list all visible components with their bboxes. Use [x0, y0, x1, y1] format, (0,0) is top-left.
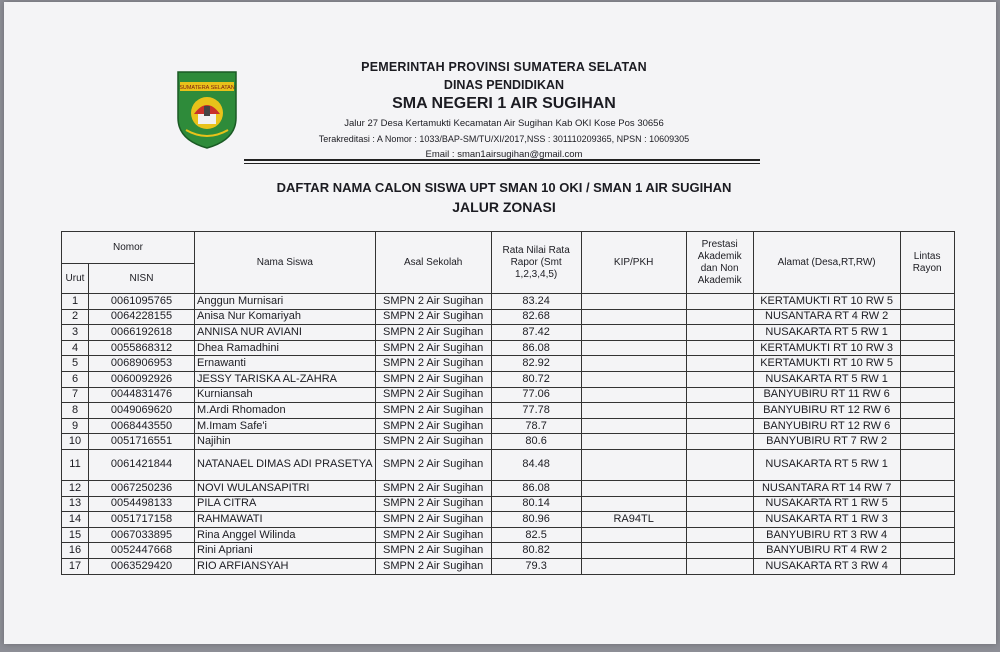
address-cell: BANYUBIRU RT 12 RW 6 — [753, 418, 900, 434]
header-nama: Nama Siswa — [195, 232, 376, 294]
header-urut: Urut — [62, 264, 89, 294]
achievement-cell — [686, 403, 753, 419]
name-cell: M.Imam Safe'i — [195, 418, 376, 434]
score-cell: 80.96 — [491, 512, 581, 528]
nisn-cell: 0068906953 — [89, 356, 195, 372]
table-row — [62, 543, 955, 559]
score-cell: 80.14 — [491, 496, 581, 512]
school-cell: SMPN 2 Air Sugihan — [375, 387, 491, 403]
name-cell: ANNISA NUR AVIANI — [195, 325, 376, 341]
name-cell: RIO ARFIANSYAH — [195, 558, 376, 574]
kip-cell — [581, 403, 686, 419]
letterhead — [254, 60, 754, 160]
name-cell: Ernawanti — [195, 356, 376, 372]
address-cell: BANYUBIRU RT 12 RW 6 — [753, 403, 900, 419]
address-cell: KERTAMUKTI RT 10 RW 5 — [753, 356, 900, 372]
score-cell: 80.82 — [491, 543, 581, 559]
nisn-cell: 0064228155 — [89, 309, 195, 325]
kip-cell — [581, 496, 686, 512]
urut-cell: 12 — [62, 480, 89, 496]
school-cell: SMPN 2 Air Sugihan — [375, 496, 491, 512]
kip-cell — [581, 325, 686, 341]
table-row — [62, 434, 955, 450]
rayon-cell — [900, 496, 954, 512]
table-row — [62, 449, 955, 480]
school-cell: SMPN 2 Air Sugihan — [375, 512, 491, 528]
kip-cell — [581, 449, 686, 480]
header-prestasi: Prestasi Akademik dan Non Akademik — [686, 232, 753, 294]
table-row — [62, 403, 955, 419]
achievement-cell — [686, 527, 753, 543]
urut-cell: 9 — [62, 418, 89, 434]
score-cell: 80.72 — [491, 371, 581, 387]
document-subtitle: JALUR ZONASI — [452, 199, 556, 215]
kip-cell: RA94TL — [581, 512, 686, 528]
kip-cell — [581, 371, 686, 387]
name-cell: NOVI WULANSAPITRI — [195, 480, 376, 496]
address-cell: NUSAKARTA RT 3 RW 4 — [753, 558, 900, 574]
score-cell: 82.92 — [491, 356, 581, 372]
table-row — [62, 512, 955, 528]
address-cell: KERTAMUKTI RT 10 RW 5 — [753, 294, 900, 310]
school-cell: SMPN 2 Air Sugihan — [375, 403, 491, 419]
address-cell: BANYUBIRU RT 4 RW 2 — [753, 543, 900, 559]
urut-cell: 1 — [62, 294, 89, 310]
nisn-cell: 0067250236 — [89, 480, 195, 496]
urut-cell: 17 — [62, 558, 89, 574]
school-cell: SMPN 2 Air Sugihan — [375, 543, 491, 559]
rayon-cell — [900, 558, 954, 574]
nisn-cell: 0051717158 — [89, 512, 195, 528]
nisn-cell: 0049069620 — [89, 403, 195, 419]
kip-cell — [581, 543, 686, 559]
rayon-cell — [900, 371, 954, 387]
score-cell: 77.06 — [491, 387, 581, 403]
rayon-cell — [900, 480, 954, 496]
score-cell: 80.6 — [491, 434, 581, 450]
school-cell: SMPN 2 Air Sugihan — [375, 527, 491, 543]
urut-cell: 10 — [62, 434, 89, 450]
address-cell: NUSAKARTA RT 1 RW 5 — [753, 496, 900, 512]
address-cell: NUSAKARTA RT 5 RW 1 — [753, 371, 900, 387]
rayon-cell — [900, 449, 954, 480]
name-cell: Dhea Ramadhini — [195, 340, 376, 356]
nisn-cell: 0061095765 — [89, 294, 195, 310]
urut-cell: 2 — [62, 309, 89, 325]
kip-cell — [581, 480, 686, 496]
urut-cell: 13 — [62, 496, 89, 512]
achievement-cell — [686, 558, 753, 574]
header-rata: Rata Nilai Rata Rapor (Smt 1,2,3,4,5) — [491, 232, 581, 294]
name-cell: Anggun Murnisari — [195, 294, 376, 310]
name-cell: JESSY TARISKA AL-ZAHRA — [195, 371, 376, 387]
nisn-cell: 0052447668 — [89, 543, 195, 559]
achievement-cell — [686, 512, 753, 528]
urut-cell: 4 — [62, 340, 89, 356]
letterhead-government: PEMERINTAH PROVINSI SUMATERA SELATAN — [361, 60, 647, 74]
score-cell: 82.68 — [491, 309, 581, 325]
rayon-cell — [900, 418, 954, 434]
urut-cell: 3 — [62, 325, 89, 341]
kip-cell — [581, 309, 686, 325]
name-cell: Anisa Nur Komariyah — [195, 309, 376, 325]
table-row — [62, 340, 955, 356]
address-cell: NUSAKARTA RT 1 RW 3 — [753, 512, 900, 528]
urut-cell: 14 — [62, 512, 89, 528]
nisn-cell: 0055868312 — [89, 340, 195, 356]
achievement-cell — [686, 496, 753, 512]
letterhead-department: DINAS PENDIDIKAN — [443, 78, 565, 92]
rayon-cell — [900, 434, 954, 450]
letterhead-accreditation: Terakreditasi : A Nomor : 1033/BAP-SM/TU/XI/2017,NSS : 301110209365, NPSN : 10609305 — [318, 134, 690, 144]
rayon-cell — [900, 387, 954, 403]
nisn-cell: 0060092926 — [89, 371, 195, 387]
achievement-cell — [686, 449, 753, 480]
urut-cell: 6 — [62, 371, 89, 387]
achievement-cell — [686, 543, 753, 559]
name-cell: RAHMAWATI — [195, 512, 376, 528]
nisn-cell: 0061421844 — [89, 449, 195, 480]
nisn-cell: 0044831476 — [89, 387, 195, 403]
achievement-cell — [686, 387, 753, 403]
score-cell: 83.24 — [491, 294, 581, 310]
urut-cell: 5 — [62, 356, 89, 372]
urut-cell: 8 — [62, 403, 89, 419]
table-row — [62, 371, 955, 387]
province-emblem — [174, 68, 240, 150]
score-cell: 86.08 — [491, 340, 581, 356]
school-cell: SMPN 2 Air Sugihan — [375, 340, 491, 356]
nisn-cell: 0066192618 — [89, 325, 195, 341]
school-cell: SMPN 2 Air Sugihan — [375, 356, 491, 372]
letterhead-email: Email : sman1airsugihan@gmail.com — [425, 149, 583, 160]
name-cell: PILA CITRA — [195, 496, 376, 512]
score-cell: 84.48 — [491, 449, 581, 480]
achievement-cell — [686, 480, 753, 496]
letterhead-school: SMA NEGERI 1 AIR SUGIHAN — [392, 95, 616, 112]
table-row — [62, 294, 955, 310]
letterhead-divider-thin — [244, 163, 760, 164]
kip-cell — [581, 418, 686, 434]
urut-cell: 16 — [62, 543, 89, 559]
achievement-cell — [686, 356, 753, 372]
table-row — [62, 496, 955, 512]
name-cell: Rini Apriani — [195, 543, 376, 559]
table-row — [62, 527, 955, 543]
header-nomor: Nomor — [62, 232, 195, 264]
table-row — [62, 558, 955, 574]
kip-cell — [581, 387, 686, 403]
address-cell: BANYUBIRU RT 7 RW 2 — [753, 434, 900, 450]
rayon-cell — [900, 356, 954, 372]
school-cell: SMPN 2 Air Sugihan — [375, 325, 491, 341]
score-cell: 82.5 — [491, 527, 581, 543]
kip-cell — [581, 340, 686, 356]
achievement-cell — [686, 325, 753, 341]
school-cell: SMPN 2 Air Sugihan — [375, 449, 491, 480]
rayon-cell — [900, 543, 954, 559]
score-cell: 86.08 — [491, 480, 581, 496]
school-cell: SMPN 2 Air Sugihan — [375, 434, 491, 450]
achievement-cell — [686, 294, 753, 310]
score-cell: 77.78 — [491, 403, 581, 419]
school-cell: SMPN 2 Air Sugihan — [375, 371, 491, 387]
table-row — [62, 418, 955, 434]
rayon-cell — [900, 325, 954, 341]
svg-text:SUMATERA SELATAN: SUMATERA SELATAN — [179, 85, 235, 91]
rayon-cell — [900, 294, 954, 310]
kip-cell — [581, 434, 686, 450]
school-cell: SMPN 2 Air Sugihan — [375, 558, 491, 574]
student-table — [61, 231, 955, 575]
document-title: DAFTAR NAMA CALON SISWA UPT SMAN 10 OKI / SMAN 1 AIR SUGIHAN — [276, 180, 732, 195]
name-cell: Najihin — [195, 434, 376, 450]
nisn-cell: 0063529420 — [89, 558, 195, 574]
table-row — [62, 387, 955, 403]
name-cell: M.Ardi Rhomadon — [195, 403, 376, 419]
school-cell: SMPN 2 Air Sugihan — [375, 480, 491, 496]
letterhead-address: Jalur 27 Desa Kertamukti Kecamatan Air Sugihan Kab OKI Kose Pos 30656 — [344, 118, 664, 129]
address-cell: NUSAKARTA RT 5 RW 1 — [753, 449, 900, 480]
nisn-cell: 0054498133 — [89, 496, 195, 512]
table-row — [62, 309, 955, 325]
achievement-cell — [686, 371, 753, 387]
score-cell: 79.3 — [491, 558, 581, 574]
rayon-cell — [900, 340, 954, 356]
name-cell: Kurniansah — [195, 387, 376, 403]
nisn-cell: 0067033895 — [89, 527, 195, 543]
score-cell: 87.42 — [491, 325, 581, 341]
name-cell: NATANAEL DIMAS ADI PRASETYA — [195, 449, 376, 480]
achievement-cell — [686, 309, 753, 325]
header-asal: Asal Sekolah — [375, 232, 491, 294]
address-cell: NUSANTARA RT 4 RW 2 — [753, 309, 900, 325]
kip-cell — [581, 527, 686, 543]
address-cell: BANYUBIRU RT 11 RW 6 — [753, 387, 900, 403]
name-cell: Rina Anggel Wilinda — [195, 527, 376, 543]
kip-cell — [581, 294, 686, 310]
rayon-cell — [900, 527, 954, 543]
document-page — [4, 2, 996, 644]
urut-cell: 7 — [62, 387, 89, 403]
school-cell: SMPN 2 Air Sugihan — [375, 418, 491, 434]
achievement-cell — [686, 340, 753, 356]
table-row — [62, 480, 955, 496]
rayon-cell — [900, 309, 954, 325]
address-cell: NUSAKARTA RT 5 RW 1 — [753, 325, 900, 341]
address-cell: BANYUBIRU RT 3 RW 4 — [753, 527, 900, 543]
header-lintas: Lintas Rayon — [900, 232, 954, 294]
achievement-cell — [686, 434, 753, 450]
address-cell: KERTAMUKTI RT 10 RW 3 — [753, 340, 900, 356]
letterhead-divider — [244, 159, 760, 161]
nisn-cell: 0068443550 — [89, 418, 195, 434]
rayon-cell — [900, 403, 954, 419]
urut-cell: 15 — [62, 527, 89, 543]
address-cell: NUSANTARA RT 14 RW 7 — [753, 480, 900, 496]
nisn-cell: 0051716551 — [89, 434, 195, 450]
header-alamat: Alamat (Desa,RT,RW) — [753, 232, 900, 294]
school-cell: SMPN 2 Air Sugihan — [375, 294, 491, 310]
school-cell: SMPN 2 Air Sugihan — [375, 309, 491, 325]
header-kip: KIP/PKH — [581, 232, 686, 294]
rayon-cell — [900, 512, 954, 528]
kip-cell — [581, 356, 686, 372]
urut-cell: 11 — [62, 449, 89, 480]
table-row — [62, 325, 955, 341]
header-nisn: NISN — [89, 264, 195, 294]
score-cell: 78.7 — [491, 418, 581, 434]
kip-cell — [581, 558, 686, 574]
table-row — [62, 356, 955, 372]
achievement-cell — [686, 418, 753, 434]
